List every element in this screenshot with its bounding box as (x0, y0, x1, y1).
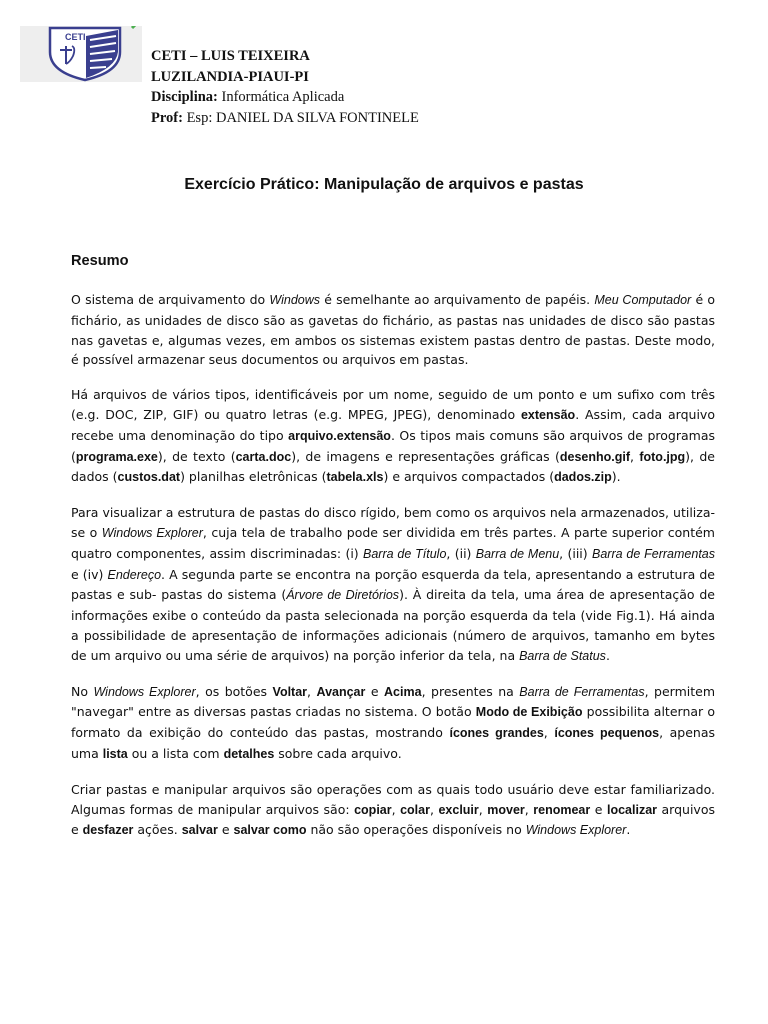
text-run: . Os tipos mais comuns são arquivos de programas ( (71, 427, 716, 464)
italic-term: Windows (269, 293, 321, 307)
school-logo (20, 26, 142, 82)
logo-text: CETI (65, 32, 86, 42)
bold-term: desfazer (82, 823, 134, 838)
bold-term: custos.dat (117, 470, 181, 485)
text-run: , presentes na (421, 683, 520, 699)
discipline-value: Informática Aplicada (221, 89, 345, 106)
bold-term: Acima (384, 684, 422, 699)
italic-term: Barra de Ferramentas (519, 684, 645, 699)
italic-term: Windows Explorer (525, 823, 627, 838)
text-run: e (iv) (71, 566, 108, 582)
text-run: , os botões (195, 683, 273, 699)
text-run: ). (611, 469, 621, 485)
paragraph (71, 780, 715, 841)
bold-term: ícones pequenos (554, 726, 660, 741)
bold-term: desenho.gif (559, 449, 631, 464)
text-run: O sistema de arquivamento do (71, 292, 270, 307)
body-text (71, 290, 715, 856)
text-run: possibilita alternar o formato da exibição do conteúdo das pastas, mostrando (71, 704, 715, 741)
bold-term: lista (102, 746, 128, 761)
bold-term: colar (400, 802, 430, 817)
professor-label: Prof: (151, 109, 183, 126)
text-run: . (626, 822, 631, 838)
italic-term: Endereço (107, 567, 162, 582)
document-header (151, 46, 419, 128)
italic-term: Árvore de Diretórios (286, 588, 400, 603)
bold-term: foto.jpg (639, 449, 686, 464)
italic-term: Barra de Título (363, 546, 447, 561)
text-run: , (ii) (446, 545, 476, 561)
text-run: é o fichário, as unidades de disco são as gavetas do fichário, as pastas nas unidades de disco são pastas nas gavetas e, algumas vezes, em ambos os sistemas existem pastas dentro de pastas. Deste modo, é possível armazenar seus documentos ou arquivos em pastas. (71, 292, 716, 368)
paragraph (71, 682, 715, 765)
bold-term: Modo de Exibição (475, 705, 583, 720)
text-run: ) planilhas eletrônicas ( (180, 469, 327, 485)
bold-term: Avançar (316, 684, 366, 699)
italic-term: Barra de Status (519, 648, 606, 663)
bold-term: salvar (181, 823, 218, 838)
bold-term: localizar (606, 802, 658, 817)
discipline-label: Disciplina: (151, 89, 218, 106)
bold-term: mover (487, 802, 525, 817)
text-run: , (391, 801, 401, 817)
bold-term: excluir (438, 802, 479, 817)
text-run: , cuja tela de trabalho pode ser dividida em três partes. A parte superior contém quatro componentes, assim discriminadas: (i) (71, 524, 715, 561)
text-run: arquivos e (71, 801, 715, 838)
school-name (151, 46, 419, 67)
text-run: e (590, 801, 607, 817)
bold-term: salvar como (233, 823, 307, 838)
paragraph (71, 290, 715, 370)
text-run: Há arquivos de vários tipos, identificáveis por um nome, seguido de um ponto e um sufixo com três (e.g. DOC, ZIP, GIF) ou quatro letras (e.g. MPEG, JPEG), denominado (71, 387, 715, 422)
text-run: . (605, 647, 610, 663)
text-run: , (543, 725, 555, 741)
text-run: e (217, 822, 234, 838)
bold-term: tabela.xls (326, 470, 384, 485)
text-run: , (524, 801, 534, 817)
text-run: , (630, 448, 640, 464)
text-run: ), de imagens e representações gráficas ( (291, 448, 560, 464)
text-run: , (307, 683, 317, 699)
text-run: é semelhante ao arquivamento de papéis. (320, 292, 595, 307)
text-run: , apenas uma (71, 725, 715, 761)
text-run: . A segunda parte se encontra na porção esquerda da tela, apresentando a estrutura de pastas e sub- pastas do sistema ( (71, 566, 715, 603)
text-run: não são operações disponíveis no (306, 822, 526, 838)
bold-term: ícones grandes (449, 726, 544, 741)
bold-term: renomear (533, 802, 591, 817)
section-heading: Resumo (71, 253, 129, 269)
text-run: ), de texto ( (157, 448, 236, 464)
text-run: . Assim, cada arquivo recebe uma denominação do tipo (71, 406, 715, 443)
text-run: sobre cada arquivo. (274, 745, 402, 761)
bold-term: programa.exe (75, 449, 158, 464)
paragraph (71, 503, 715, 666)
text-run: , (478, 801, 488, 817)
paragraph (71, 385, 715, 488)
bold-term: copiar (354, 802, 392, 817)
text-run: ), de dados ( (71, 448, 716, 485)
text-run: , (iii) (559, 545, 592, 561)
text-run: Criar pastas e manipular arquivos são operações com as quais todo usuário deve estar familiarizado. Algumas formas de manipular arquivos são: (71, 781, 715, 817)
text-run: , permitem "navegar" entre as diversas pastas criadas no sistema. O botão (71, 683, 715, 720)
italic-term: Barra de Ferramentas (592, 546, 715, 561)
school-name-text: CETI – LUIS TEIXEIRA (151, 48, 310, 64)
bold-term: detalhes (223, 746, 275, 761)
professor-value: Esp: DANIEL DA SILVA FONTINELE (186, 109, 419, 126)
bold-term: Voltar (272, 684, 308, 699)
bold-term: carta.doc (235, 449, 292, 464)
city-name (151, 67, 419, 88)
text-run: ou a lista com (127, 745, 224, 761)
bold-term: dados.zip (554, 470, 612, 485)
italic-term: Windows Explorer (93, 684, 196, 699)
text-run: ações. (133, 822, 182, 838)
discipline-line (151, 87, 419, 108)
text-run: e (365, 683, 385, 699)
italic-term: Barra de Menu (475, 546, 560, 561)
bold-term: extensão (520, 407, 576, 422)
text-run: No (71, 683, 94, 699)
italic-term: Windows Explorer (101, 525, 203, 540)
text-run: , (429, 801, 439, 817)
professor-line (151, 108, 419, 129)
text-run: ). À direita da tela, uma área de apresentação de informações exibe o conteúdo da pasta selecionada na porção esquerda da tela (vide Fig.1). Há ainda a possibilidade de apresentação de informações adicionais (número de arquivos, tamanho em bytes de um arquivo ou uma série de arquivos) na porção inferior da tela, na (71, 587, 715, 663)
bold-term: arquivo.extensão (288, 428, 391, 443)
city-name-text: LUZILANDIA-PIAUI-PI (151, 68, 309, 85)
text-run: ) e arquivos compactados ( (383, 469, 555, 485)
ceti-shield-icon (20, 26, 142, 82)
text-run: Para visualizar a estrutura de pastas do disco rígido, bem como os arquivos nela armazenados, utiliza-se o (71, 505, 715, 540)
italic-term: Meu Computador (594, 293, 692, 307)
page-title: Exercício Prático: Manipulação de arquivos e pastas (184, 176, 584, 193)
